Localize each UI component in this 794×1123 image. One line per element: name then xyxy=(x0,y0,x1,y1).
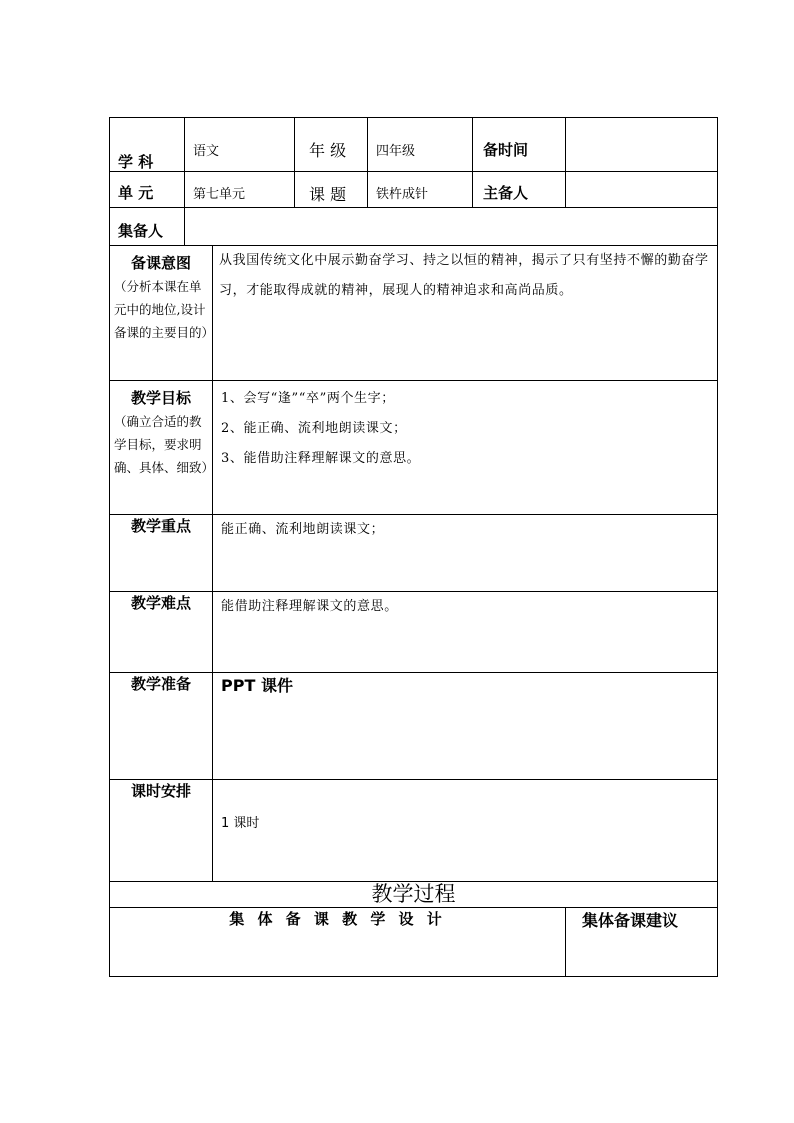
suggestion-header-cell xyxy=(566,908,718,977)
subject-value-cell xyxy=(185,118,295,172)
intent-label-cell xyxy=(110,246,213,381)
preparation-text-cell xyxy=(213,673,718,780)
suggestion-header: 集体备课建议 xyxy=(582,911,679,930)
key-points-label-cell xyxy=(110,515,213,592)
lead-preparer-value-cell[interactable] xyxy=(566,172,718,208)
row-difficulties xyxy=(110,592,718,673)
group-preparers-label-cell xyxy=(110,208,185,246)
topic-value-cell xyxy=(368,172,473,208)
intent-note: （分析本课在单元中的地位,设计备课的主要目的） xyxy=(114,279,215,340)
unit-label: 单 元 xyxy=(118,184,154,202)
goal-item: 3、能借助注释理解课文的意思。 xyxy=(221,451,421,466)
goal-item: 2、能正确、流利地朗读课文； xyxy=(221,421,407,436)
intent-text-cell xyxy=(213,246,718,381)
preparation-text: PPT 课件 xyxy=(221,676,293,695)
row-key-points xyxy=(110,515,718,592)
schedule-label-cell xyxy=(110,780,213,882)
goals-list xyxy=(213,381,717,474)
subject-value: 语文 xyxy=(193,144,220,159)
subject-label: 学 科 xyxy=(118,153,154,171)
schedule-label: 课时安排 xyxy=(130,782,191,800)
grade-label-cell xyxy=(295,118,368,172)
design-header-cell xyxy=(110,908,566,977)
schedule-text: 1 课时 xyxy=(221,816,260,831)
key-points-label: 教学重点 xyxy=(130,517,191,535)
lead-preparer-label-cell xyxy=(473,172,566,208)
process-title: 教学过程 xyxy=(371,882,456,906)
goals-label-cell xyxy=(110,381,213,515)
difficulties-text-cell xyxy=(213,592,718,673)
goals-label: 教学目标 xyxy=(130,389,191,407)
difficulties-label-cell xyxy=(110,592,213,673)
unit-label-cell xyxy=(110,172,185,208)
row-preparation xyxy=(110,673,718,780)
intent-label: 备课意图 xyxy=(130,254,191,272)
preparation-label-cell xyxy=(110,673,213,780)
row-intent xyxy=(110,246,718,381)
grade-value-cell xyxy=(368,118,473,172)
subject-label-cell xyxy=(110,118,185,172)
key-points-text: 能正确、流利地朗读课文； xyxy=(221,522,385,537)
schedule-text-cell xyxy=(213,780,718,882)
goals-text-cell xyxy=(213,381,718,515)
prep-time-label: 备时间 xyxy=(483,141,529,159)
row-group-preparers xyxy=(110,208,718,246)
difficulties-text: 能借助注释理解课文的意思。 xyxy=(221,599,398,614)
unit-value-cell xyxy=(185,172,295,208)
group-preparers-value-cell[interactable] xyxy=(185,208,718,246)
unit-value: 第七单元 xyxy=(193,187,246,202)
goals-note: （确立合适的教学目标，要求明确、具体、细致） xyxy=(114,414,215,475)
topic-value: 铁杵成针 xyxy=(376,187,429,202)
row-process-title xyxy=(110,882,718,908)
key-points-text-cell xyxy=(213,515,718,592)
preparation-label: 教学准备 xyxy=(130,675,191,693)
prep-time-label-cell xyxy=(473,118,566,172)
intent-text: 从我国传统文化中展示勤奋学习、持之以恒的精神，揭示了只有坚持不懈的勤奋学习，才能取得成就的精神，展现人的精神追求和高尚品质。 xyxy=(219,253,709,298)
grade-label: 年 级 xyxy=(309,141,347,160)
lead-preparer-label: 主备人 xyxy=(483,184,529,202)
process-title-cell xyxy=(110,882,718,908)
difficulties-label: 教学难点 xyxy=(130,594,191,612)
row-schedule xyxy=(110,780,718,882)
row-subject xyxy=(110,118,718,172)
grade-value: 四年级 xyxy=(376,144,416,159)
lesson-plan-table xyxy=(109,117,718,977)
row-process-headers xyxy=(110,908,718,977)
group-preparers-label: 集备人 xyxy=(118,222,164,240)
goal-item: 1、会写“逢”“卒”两个生字； xyxy=(221,391,395,406)
prep-time-value-cell[interactable] xyxy=(566,118,718,172)
topic-label-cell xyxy=(295,172,368,208)
design-header: 集 体 备 课 教 学 设 计 xyxy=(229,910,446,928)
topic-label: 课 题 xyxy=(309,185,347,204)
row-unit xyxy=(110,172,718,208)
row-goals xyxy=(110,381,718,515)
